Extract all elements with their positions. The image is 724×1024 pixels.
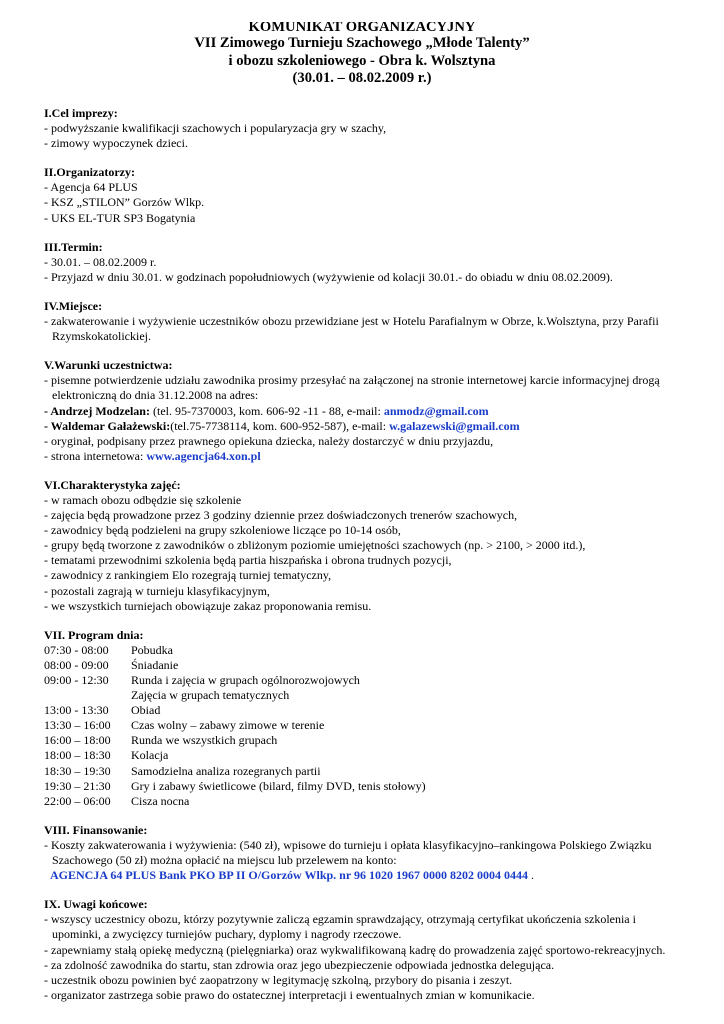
section-heading: V.Warunki uczestnictwa: [44,358,173,373]
list-item: - Koszty zakwaterowania i wyżywienia: (540 zł), wpisowe do turnieju i opłata klasyfikacyjno–rankingowa Polskiego Związku [44,837,652,852]
schedule-activity: Śniadanie [131,657,179,672]
schedule-time: 22:00 – 06:00 [44,793,111,808]
contact-info: (tel.75-7738114, kom. 600-952-587), e-mail: [170,418,390,433]
table-row [44,658,426,673]
schedule-time: 16:00 – 18:00 [44,733,111,748]
section-remarks [44,897,694,1003]
list-item-continuation: Szachowego (50 zł) można opłacić na miejscu lub przelewem na konto: [52,853,397,868]
bank-account [44,868,694,883]
schedule-activity: Zajęcia w grupach tematycznych [131,688,290,703]
schedule-activity: Gry i zabawy świetlicowe (bilard, filmy DVD, tenis stołowy) [131,778,426,793]
schedule-time: 13:30 – 16:00 [44,718,111,733]
list-item: - wszyscy uczestnicy obozu, którzy pozytywnie zaliczą egzamin sprawdzający, otrzymają certyfikat ukończenia szkolenia i [44,912,636,927]
schedule-time: 08:00 - 09:00 [44,657,109,672]
list-item-continuation: Rzymskokatolickiej. [52,329,151,344]
table-row [44,673,426,688]
list-item: - podwyższanie kwalifikacji szachowych i popularyzacja gry w szachy, [44,121,387,136]
website-line [44,449,694,464]
email-link[interactable]: anmodz@gmail.com [383,403,489,418]
schedule-activity: Runda we wszystkich grupach [131,733,278,748]
section-heading: I.Cel imprezy: [44,106,118,120]
table-row [44,794,426,809]
section-heading: VII. Program dnia: [44,627,144,642]
contact-1 [44,404,694,419]
list-item: - 30.01. – 08.02.2009 r. [44,254,157,269]
section-heading: VI.Charakterystyka zajęć: [44,477,181,492]
list-item: - pozostali zagrają w turnieju klasyfikacyjnym, [44,583,270,598]
list-item: - w ramach obozu odbędzie się szkolenie [44,492,242,507]
bank-account-suffix: . [527,868,534,883]
list-item: - Agencja 64 PLUS [44,180,138,195]
list-item: - organizator zastrzega sobie prawo do ostatecznej interpretacji i ewentualnych zmian w komunikacie. [44,987,535,1002]
list-item-continuation: elektroniczną do dnia 31.12.2008 na adres: [52,388,259,403]
schedule-time: 13:00 - 13:30 [44,703,109,718]
schedule-activity: Czas wolny – zabawy zimowe w terenie [131,718,325,733]
list-item: - zawodnicy z rankingiem Elo rozegrają turniej tematyczny, [44,568,332,583]
table-row [44,748,426,763]
website-label: - strona internetowa: [44,448,147,463]
list-item: - zajęcia będą prowadzone przez 3 godziny dziennie przez doświadczonych trenerów szachowych, [44,508,518,523]
section-activities [44,478,694,614]
section-location [44,299,694,344]
schedule-activity: Pobudka [131,642,173,657]
schedule-time: 09:00 - 12:30 [44,673,109,687]
bank-account-number: AGENCJA 64 PLUS Bank PKO BP II O/Gorzów Wlkp. nr 96 1020 1967 0000 8202 0004 0444 [50,868,528,883]
website-link[interactable]: www.agencja64.xon.pl [146,448,261,463]
schedule-activity: Obiad [131,703,161,718]
list-item: - KSZ „STILON” Gorzów Wlkp. [44,195,205,210]
table-row [44,718,426,733]
section-heading: II.Organizatorzy: [44,165,135,180]
schedule-time: 18:00 – 18:30 [44,748,111,763]
table-row [44,764,426,779]
schedule-time: 19:30 – 21:30 [44,778,111,793]
email-link[interactable]: w.galazewski@gmail.com [389,418,520,433]
section-dates [44,240,694,285]
contact-info: (tel. 95-7370003, kom. 606-92 -11 - 88, e-mail: [149,403,384,418]
section-conditions [44,358,694,464]
list-item: - we wszystkich turniejach obowiązuje zakaz proponowania remisu. [44,598,372,613]
list-item: - pisemne potwierdzenie udziału zawodnika prosimy przesyłać na załączonej na stronie internetowej karcie informacyjnej drogą [44,373,660,388]
list-item: - za zdolność zawodnika do startu, stan zdrowia oraz jego ubezpieczenie odpowiada jednostka delegująca. [44,957,555,972]
section-heading: VIII. Finansowanie: [44,822,148,837]
contact-name: - Andrzej Modzelan: [44,403,150,418]
section-schedule [44,628,694,809]
contact-name: - Waldemar Gałażewski: [44,418,171,433]
schedule-time: 07:30 - 08:00 [44,642,109,657]
table-row [44,688,426,703]
document-header [0,22,724,88]
section-financing [44,823,694,883]
list-item: - Przyjazd w dniu 30.01. w godzinach popołudniowych (wyżywienie od kolacji 30.01.- do obiadu w dniu 08.02.2009). [44,269,613,284]
section-heading: IV.Miejsce: [44,298,103,313]
document-title: KOMUNIKAT ORGANIZACYJNY [248,22,476,35]
schedule-activity: Cisza nocna [131,793,190,808]
list-item: - grupy będą tworzone z zawodników o zbliżonym poziomie umiejętności szachowych (np. > 2100, > 2000 itd.), [44,538,586,553]
schedule-activity: Runda i zajęcia w grupach ogólnorozwojowych [131,673,360,687]
list-item: - uczestnik obozu powinien być zaopatrzony w legitymację szkolną, przybory do pisania i zeszyt. [44,972,513,987]
list-item: - UKS EL-TUR SP3 Bogatynia [44,210,196,225]
list-item: - zakwaterowanie i wyżywienie uczestników obozu przewidziane jest w Hotelu Parafialnym w Obrze, k.Wolsztyna, przy Parafii [44,314,659,329]
list-item: - tematami przewodnimi szkolenia będą partia hiszpańska i obrona trudnych pozycji, [44,553,452,568]
schedule-activity: Samodzielna analiza rozegranych partii [131,763,321,778]
section-organizers [44,165,694,225]
list-item-continuation: upominki, a zwycięzcy turniejów puchary, dyplomy i nagrody rzeczowe. [52,927,402,942]
list-item: - zimowy wypoczynek dzieci. [44,136,188,151]
list-item: - zapewniamy stałą opiekę medyczną (pielęgniarka) oraz wykwalifikowaną kadrę do prowadzenia zajęć sportowo-rekreacyjnych. [44,942,666,957]
document-body [44,106,694,1017]
schedule-time: 18:30 – 19:30 [44,763,111,778]
event-title: VII Zimowego Turnieju Szachowego „Młode Talenty” [194,35,530,51]
list-item: - zawodnicy będą podzieleni na grupy szkoleniowe liczące po 10-14 osób, [44,523,401,538]
section-heading: III.Termin: [44,239,103,254]
schedule-activity: Kolacja [131,748,169,763]
event-dates: (30.01. – 08.02.2009 r.) [292,70,432,86]
table-row [44,779,426,794]
section-goal [44,106,694,151]
section-heading: IX. Uwagi końcowe: [44,897,148,912]
contact-2 [44,419,694,434]
table-row [44,643,426,658]
schedule-time [44,688,131,703]
list-item: - oryginał, podpisany przez prawnego opiekuna dziecka, należy dostarczyć w dniu przyjazdu, [44,433,494,448]
schedule-table [44,643,426,809]
event-subtitle: i obozu szkoleniowego - Obra k. Wolsztyna [228,52,496,69]
table-row [44,733,426,748]
table-row [44,703,426,718]
